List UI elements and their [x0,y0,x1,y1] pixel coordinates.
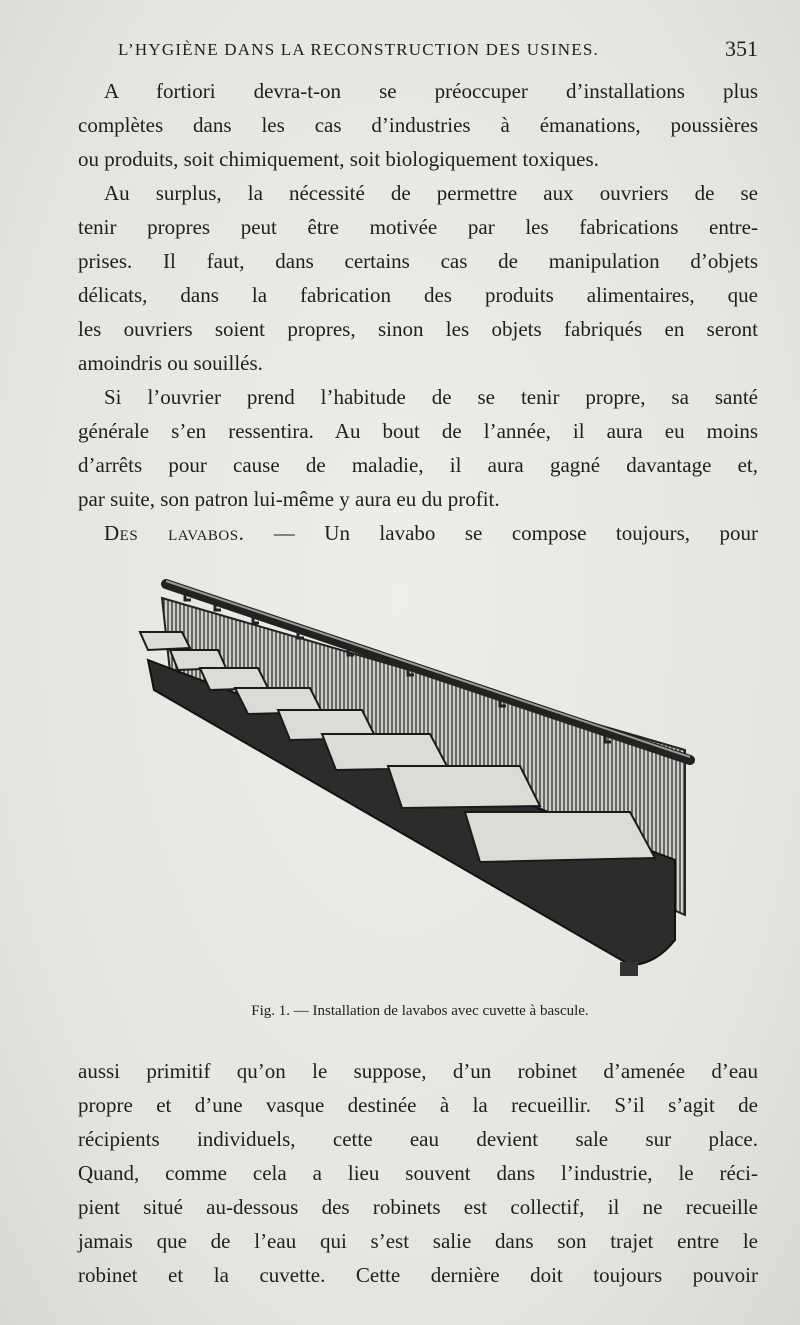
section-heading: Des lavabos. [104,521,245,545]
running-title: L’HYGIÈNE DANS LA RECONSTRUCTION DES USINES. [118,40,599,59]
text-line: amoindris ou souillés. [78,351,263,375]
drain-outlet [620,962,638,976]
section-line-text: — Un lavabo se compose toujours, pour [273,521,758,545]
text-line: complètes dans les cas d’industries à émanations, poussières [78,113,758,137]
text-line: A fortiori devra-t-on se préoccuper d’installations plus [104,79,758,103]
text-line: Quand, comme cela a lieu souvent dans l’industrie, le réci- [78,1161,758,1185]
text-line: prises. Il faut, dans certains cas de manipulation d’objets [78,249,758,273]
text-line: par suite, son patron lui-même y aura eu du profit. [78,487,500,511]
text-line: Si l’ouvrier prend l’habitude de se tenir propre, sa santé [104,385,758,409]
text-line: pient situé au-dessous des robinets est collectif, il ne recueille [78,1195,758,1219]
text-line: jamais que de l’eau qui s’est salie dans son trajet entre le [78,1229,758,1253]
text-line: aussi primitif qu’on le suppose, d’un robinet d’amenée d’eau [78,1059,758,1083]
text-line: générale s’en ressentira. Au bout de l’année, il aura eu moins [78,419,758,443]
figure-illustration [130,570,700,1000]
text-line: propre et d’une vasque destinée à la recueillir. S’il s’agit de [78,1093,758,1117]
text-line: les ouvriers soient propres, sinon les objets fabriqués en seront [78,317,758,341]
text-line: tenir propres peut être motivée par les fabrications entre- [78,215,758,239]
top-paragraphs [78,74,758,550]
section-line [78,516,758,550]
text-line: délicats, dans la fabrication des produits alimentaires, que [78,283,758,307]
text-line: d’arrêts pour cause de maladie, il aura gagné davantage et, [78,453,758,477]
text-line: Au surplus, la nécessité de permettre aux ouvriers de se [104,181,758,205]
text-line: ou produits, soit chimiquement, soit biologiquement toxiques. [78,147,599,171]
text-line: robinet et la cuvette. Cette dernière doit toujours pouvoir [78,1263,758,1287]
page-number: 351 [725,36,758,61]
figure-caption: Fig. 1. — Installation de lavabos avec cuvette à bascule. [251,1003,589,1019]
bottom-paragraph [78,1054,758,1292]
running-head [118,36,758,66]
lavabo-engraving [130,570,700,1000]
text-line: récipients individuels, cette eau devient sale sur place. [78,1127,758,1151]
